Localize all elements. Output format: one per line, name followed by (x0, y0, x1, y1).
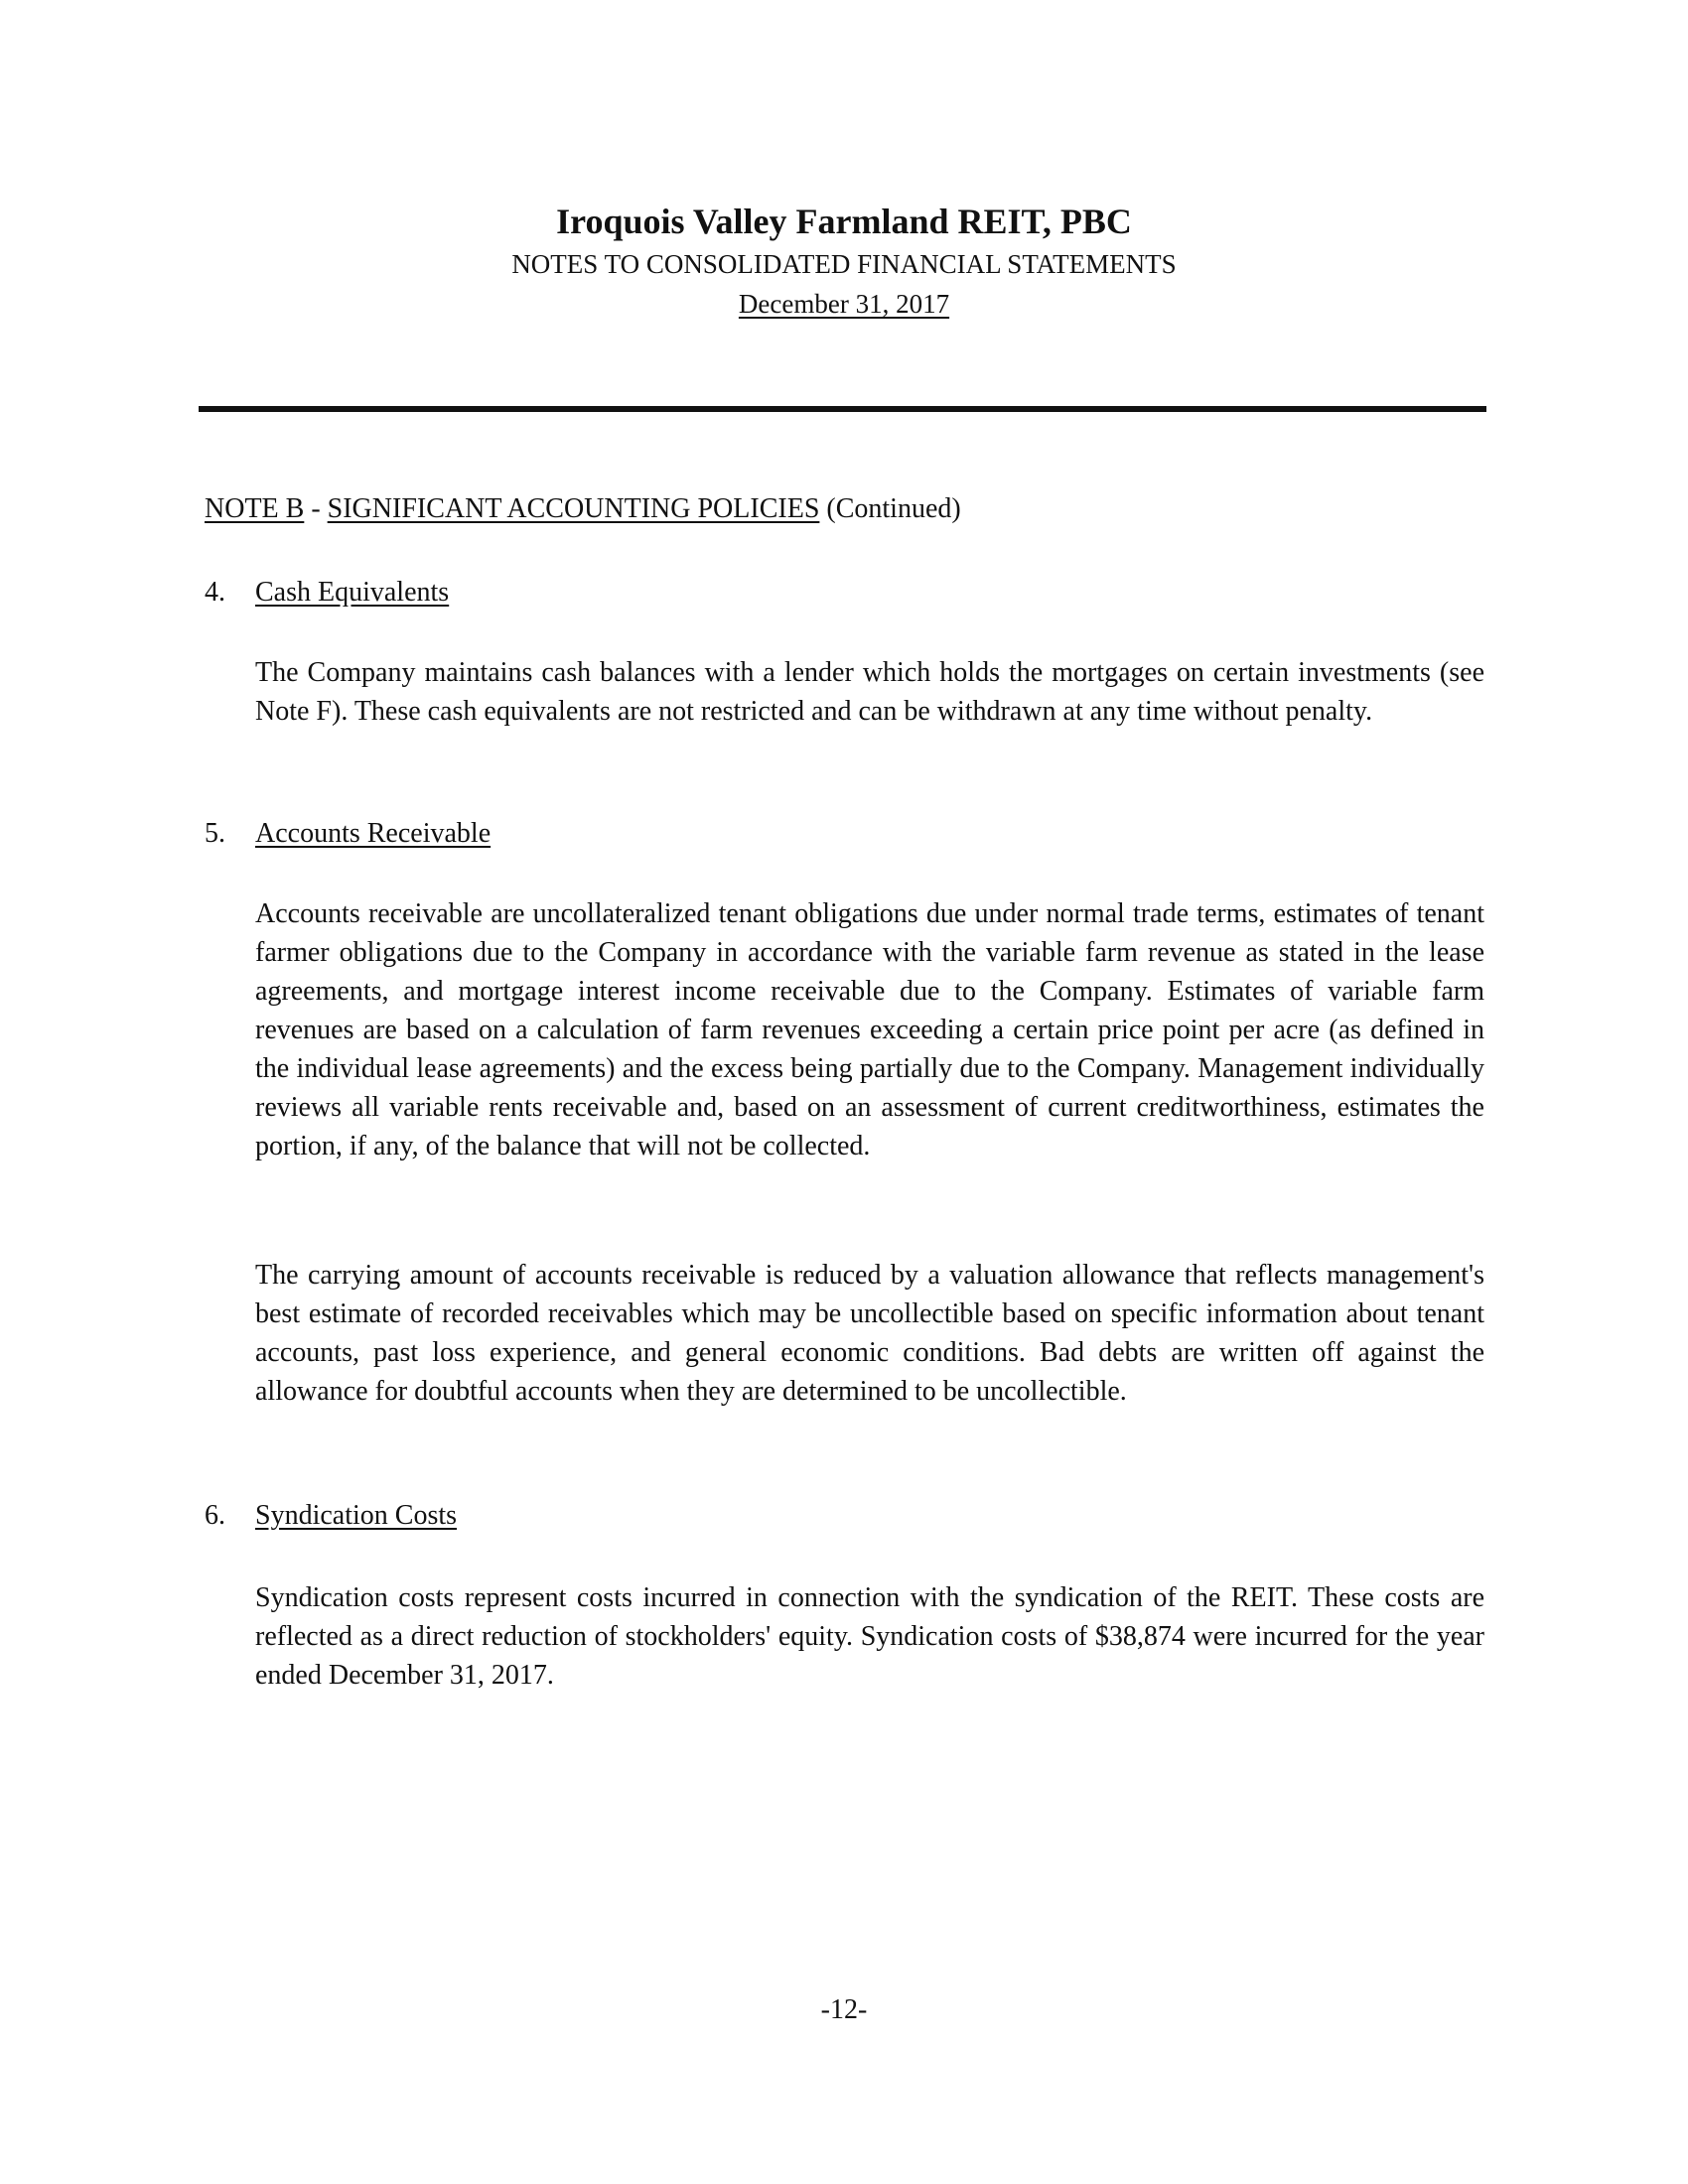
section-title: Syndication Costs (255, 1500, 458, 1531)
section-number: 6. (205, 1500, 225, 1531)
note-heading (205, 490, 961, 528)
document-subtitle: NOTES TO CONSOLIDATED FINANCIAL STATEMENTS (511, 249, 1177, 279)
header-divider (199, 406, 1486, 412)
statement-date: December 31, 2017 (738, 289, 950, 319)
accounts-receivable-paragraph-1: Accounts receivable are uncollateralized tenant obligations due under normal trade terms, estimates of tenant farmer obligations due to the Company in accordance with the variable farm revenue as stated in the lease agreements, and mortgage interest income receivable due to the Company. Estimates of variable farm revenues are based on a calculation of farm revenues exceeding a certain price point per acre (as defined in the individual lease agreements) and the excess being partially due to the Company. Management individually reviews all variable rents receivable and, based on an assessment of current creditworthiness, estimates the portion, if any, of the balance that will not be collected. (255, 898, 1484, 1161)
section-title: Accounts Receivable (255, 818, 492, 849)
note-suffix: (Continued) (819, 493, 961, 524)
note-separator: - (304, 493, 328, 524)
note-label: NOTE B (205, 493, 305, 524)
section-heading-syndication-costs (205, 1497, 457, 1535)
company-name: Iroquois Valley Farmland REIT, PBC (556, 202, 1132, 241)
section-heading-accounts-receivable (205, 815, 491, 853)
syndication-costs-paragraph: Syndication costs represent costs incurred in connection with the syndication of the REIT. These costs are reflected as a direct reduction of stockholders' equity. Syndication costs of $38,874 were incurred for the year ended December 31, 2017. (255, 1582, 1484, 1691)
page-number: -12- (820, 1994, 868, 2025)
section-title: Cash Equivalents (255, 577, 450, 608)
page-header (0, 199, 1688, 324)
accounts-receivable-paragraph-2: The carrying amount of accounts receivable is reduced by a valuation allowance that reflects management's best estimate of recorded receivables which may be uncollectible based on specific information about tenant accounts, past loss experience, and general economic conditions. Bad debts are written off against the allowance for doubtful accounts when they are determined to be uncollectible. (255, 1260, 1484, 1407)
statement-date-line (0, 284, 1688, 324)
note-title: SIGNIFICANT ACCOUNTING POLICIES (327, 493, 820, 524)
section-number: 4. (205, 577, 225, 608)
cash-equivalents-paragraph: The Company maintains cash balances with a lender which holds the mortgages on certain investments (see Note F). These cash equivalents are not restricted and can be withdrawn at any time without penalty. (255, 657, 1484, 727)
section-heading-cash-equivalents (205, 574, 449, 612)
section-number: 5. (205, 818, 225, 849)
